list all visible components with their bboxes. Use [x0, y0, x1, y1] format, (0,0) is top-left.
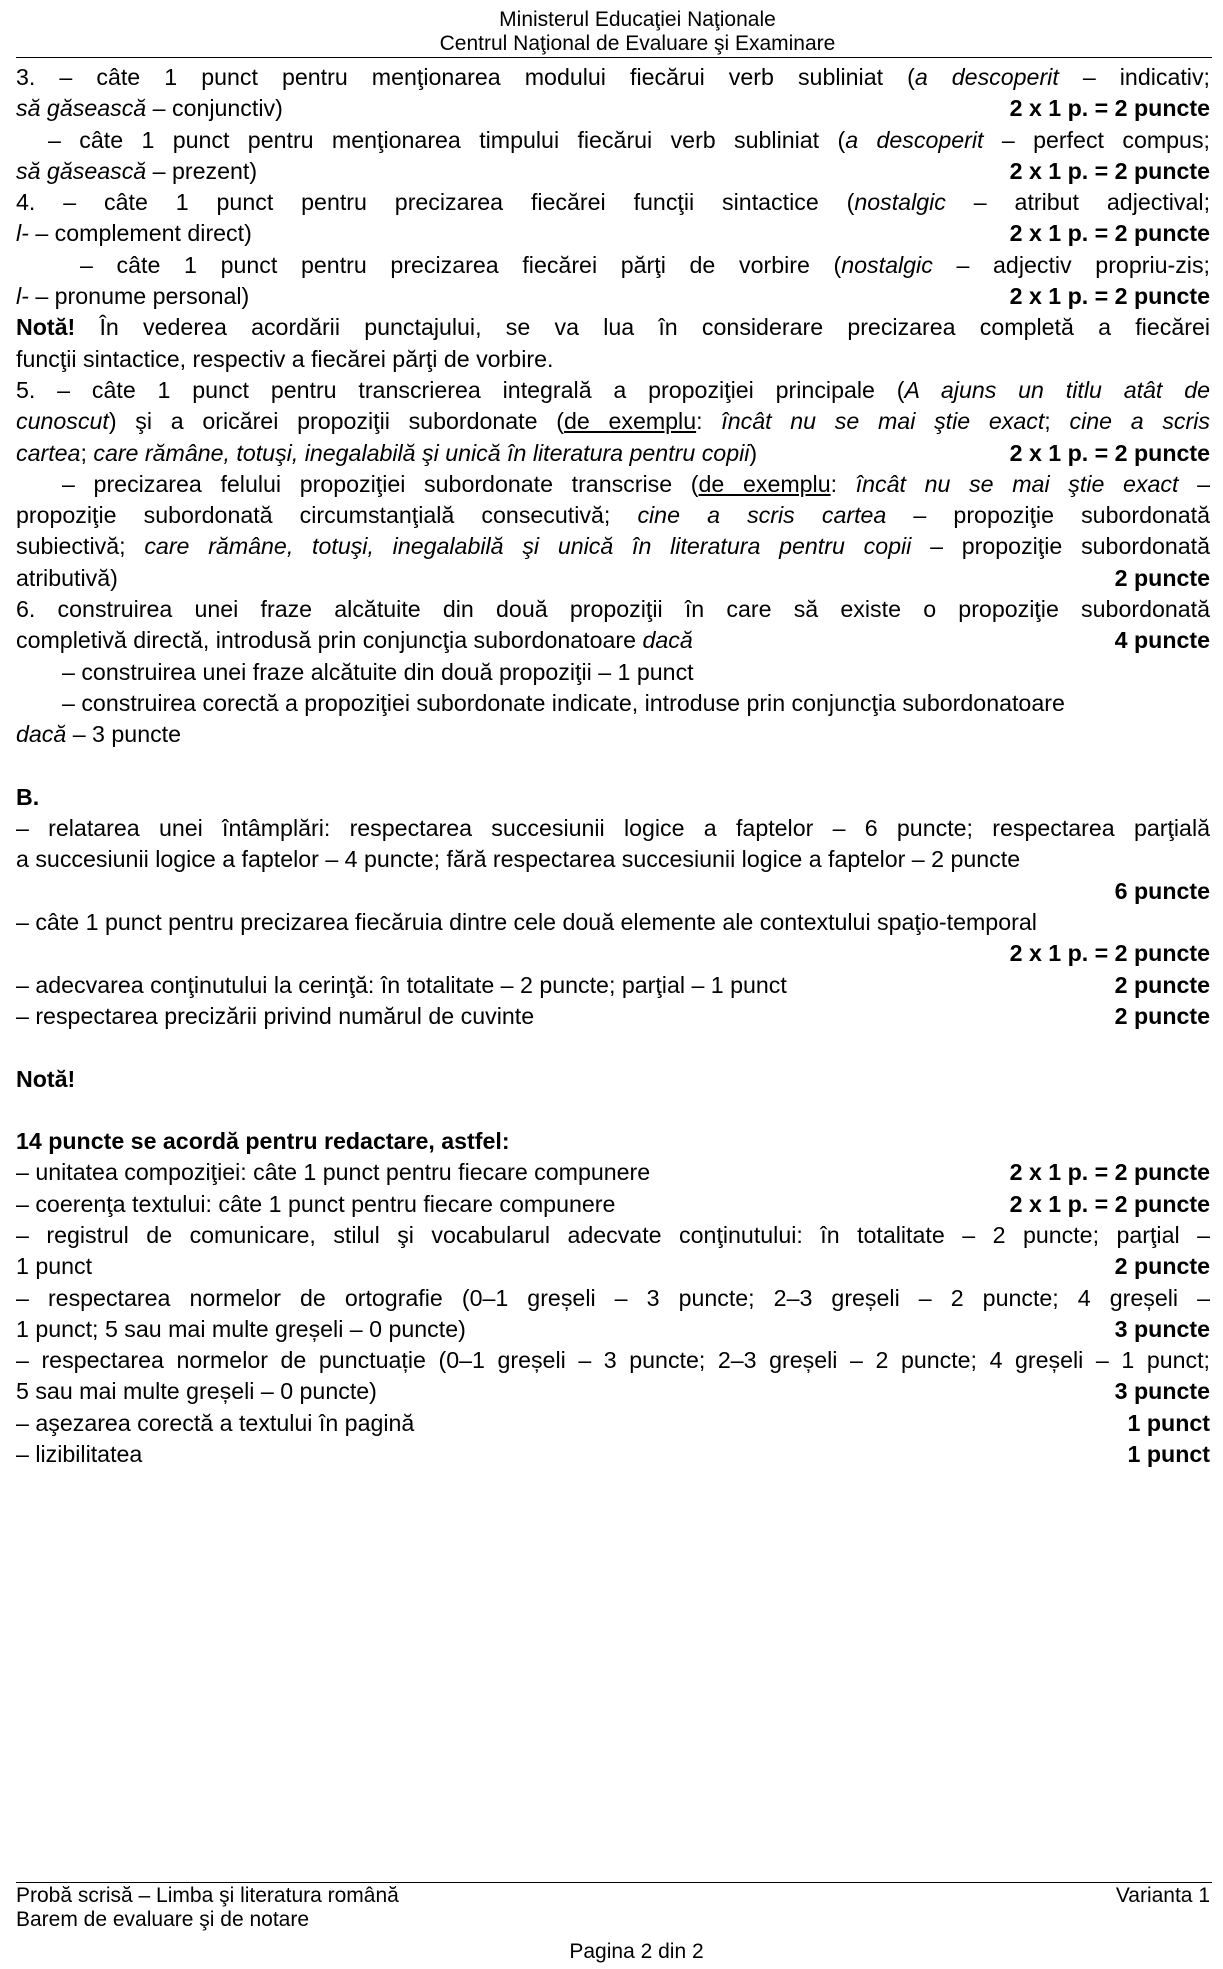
- header-ministry: Ministerul Educaţiei Naţionale: [499, 8, 776, 31]
- score: 4 puncte: [1114, 627, 1210, 654]
- score: 2 x 1 p. = 2 puncte: [1009, 439, 1210, 466]
- section-b-title: B.: [16, 783, 40, 810]
- item-5-line-5: propoziţie subordonată circumstanţială consecutivă; cine a scris cartea – propoziţie subordonată: [16, 502, 1210, 529]
- score: 2 x 1 p. = 2 puncte: [1009, 220, 1210, 247]
- score: 2 x 1 p. = 2 puncte: [1009, 283, 1210, 310]
- nota-line-5: – respectarea normelor de ortografie (0–1 greșeli – 3 puncte; 2–3 greșeli – 2 puncte; 4 greșeli –: [16, 1284, 1210, 1311]
- item-5-line-7: atributivă) 2 puncte: [16, 563, 1210, 594]
- nota-line-6: 1 punct; 5 sau mai multe greșeli – 0 puncte) 3 puncte: [16, 1314, 1210, 1345]
- item-6-line-4: – construirea corectă a propoziţiei subordonate indicate, introduse prin conjuncţia subordonatoare: [62, 689, 1065, 716]
- item-5-line-6: subiectivă; care rămâne, totuşi, inegalabilă şi unică în literatura pentru copii – propoziţie subordonată: [16, 533, 1210, 560]
- item-3-line-3: – câte 1 punct pentru menţionarea timpului fiecărui verb subliniat (a descoperit – perfect compus;: [48, 126, 1210, 153]
- nota-line-10: – lizibilitatea 1 punct: [16, 1439, 1210, 1470]
- item-4-note-line-1: Notă! În vederea acordării punctajului, se va lua în considerare precizarea completă a fiecărei: [16, 314, 1210, 341]
- item-3-line-1: 3. – câte 1 punct pentru menţionarea modului fiecărui verb subliniat (a descoperit – indicativ;: [16, 64, 1210, 90]
- item-5-line-3: cartea; care rămâne, totuşi, inegalabilă şi unică în literatura pentru copii) 2 x 1 p. = 2 puncte: [16, 438, 1210, 469]
- section-b-line-1: – relatarea unei întâmplări: respectarea succesiunii logice a faptelor – 6 puncte; respectarea parţială: [16, 815, 1210, 842]
- item-6-line-1: 6. construirea unei fraze alcătuite din două propoziţii în care să existe o propoziţie subordonată: [16, 596, 1210, 623]
- score: 2 puncte: [1114, 564, 1210, 591]
- score: 2 x 1 p. = 2 puncte: [1009, 1159, 1210, 1186]
- item-4-line-2: l- – complement direct) 2 x 1 p. = 2 puncte: [16, 218, 1210, 249]
- score: 2 x 1 p. = 2 puncte: [1009, 940, 1210, 967]
- page-number: Pagina 2 din 2: [569, 1940, 704, 1963]
- item-5-line-2: cunoscut) şi a oricărei propoziţii subordonate (de exemplu: încât nu se mai ştie exact; cine a scris: [16, 408, 1210, 435]
- nota-line-8: 5 sau mai multe greșeli – 0 puncte) 3 puncte: [16, 1376, 1210, 1407]
- section-b-line-2: a succesiunii logice a faptelor – 4 puncte; fără respectarea succesiunii logice a faptelor – 2 puncte: [16, 846, 1021, 873]
- section-b-line-4: – câte 1 punct pentru precizarea fiecăruia dintre cele două elemente ale contextului spaţio-temporal: [16, 909, 1037, 936]
- nota-line-4: 1 punct 2 puncte: [16, 1251, 1210, 1282]
- score: 6 puncte: [1114, 877, 1210, 904]
- item-5-line-4: – precizarea felului propoziţiei subordonate transcrise (de exemplu: încât nu se mai ştie exact –: [62, 470, 1210, 497]
- item-4-note-line-2: funcţii sintactice, respectiv a fiecărei părţi de vorbire.: [16, 345, 554, 372]
- item-4-line-4: l- – pronume personal) 2 x 1 p. = 2 puncte: [16, 281, 1210, 312]
- score: 2 puncte: [1114, 1002, 1210, 1029]
- header-center: Centrul Naţional de Evaluare şi Examinare: [439, 32, 836, 55]
- footer-subject: Probă scrisă – Limba şi literatura română: [16, 1884, 399, 1907]
- section-b-line-6: – adecvarea conţinutului la cerinţă: în totalitate – 2 puncte; parţial – 1 punct 2 puncte: [16, 970, 1210, 1001]
- header-divider: [16, 57, 1212, 58]
- score: 2 x 1 p. = 2 puncte: [1009, 157, 1210, 184]
- item-3-line-4: să găsească – prezent) 2 x 1 p. = 2 puncte: [16, 156, 1210, 187]
- nota-title: Notă!: [16, 1065, 76, 1092]
- section-b-line-7: – respectarea precizării privind numărul de cuvinte 2 puncte: [16, 1001, 1210, 1032]
- score: 3 puncte: [1114, 1378, 1210, 1405]
- nota-line-3: – registrul de comunicare, stilul şi vocabularul adecvate conţinutului: în totalitate – 2 puncte; parţial –: [16, 1221, 1210, 1248]
- grading-content: [16, 62, 1210, 1470]
- item-5-line-1: 5. – câte 1 punct pentru transcrierea integrală a propoziţiei principale (A ajuns un titlu atât de: [16, 376, 1210, 403]
- score: 1 punct: [1127, 1441, 1210, 1468]
- nota-heading: 14 puncte se acordă pentru redactare, astfel:: [16, 1128, 510, 1155]
- footer-divider: [16, 1882, 1212, 1883]
- item-4-line-1: 4. – câte 1 punct pentru precizarea fiecărei funcţii sintactice (nostalgic – atribut adjectival;: [16, 189, 1210, 216]
- nota-line-2: – coerenţa textului: câte 1 punct pentru fiecare compunere 2 x 1 p. = 2 puncte: [16, 1189, 1210, 1220]
- item-6-line-5: dacă – 3 puncte: [16, 721, 182, 748]
- footer-document-type: Barem de evaluare şi de notare: [16, 1908, 310, 1931]
- item-4-line-3: – câte 1 punct pentru precizarea fiecărei părţi de vorbire (nostalgic – adjectiv propriu-zis;: [80, 251, 1210, 278]
- item-6-line-3: – construirea unei fraze alcătuite din două propoziţii – 1 punct: [62, 658, 694, 685]
- section-b-line-3: [16, 876, 1210, 907]
- nota-line-9: – aşezarea corectă a textului în pagină 1 punct: [16, 1408, 1210, 1439]
- score: 2 x 1 p. = 2 puncte: [1009, 1190, 1210, 1217]
- score: 2 puncte: [1114, 1253, 1210, 1280]
- nota-line-7: – respectarea normelor de punctuație (0–1 greșeli – 3 puncte; 2–3 greșeli – 2 puncte; 4 greșeli – 1 punct;: [16, 1347, 1210, 1374]
- footer-variant: Varianta 1: [1115, 1884, 1210, 1907]
- score: 3 puncte: [1114, 1315, 1210, 1342]
- score: 2 x 1 p. = 2 puncte: [1009, 95, 1210, 122]
- score: 1 punct: [1127, 1409, 1210, 1436]
- item-3-line-2: să găsească – conjunctiv) 2 x 1 p. = 2 puncte: [16, 93, 1210, 124]
- item-6-line-2: completivă directă, introdusă prin conjuncţia subordonatoare dacă 4 puncte: [16, 625, 1210, 656]
- nota-line-1: – unitatea compoziţiei: câte 1 punct pentru fiecare compunere 2 x 1 p. = 2 puncte: [16, 1157, 1210, 1188]
- score: 2 puncte: [1114, 971, 1210, 998]
- section-b-line-5: [16, 938, 1210, 969]
